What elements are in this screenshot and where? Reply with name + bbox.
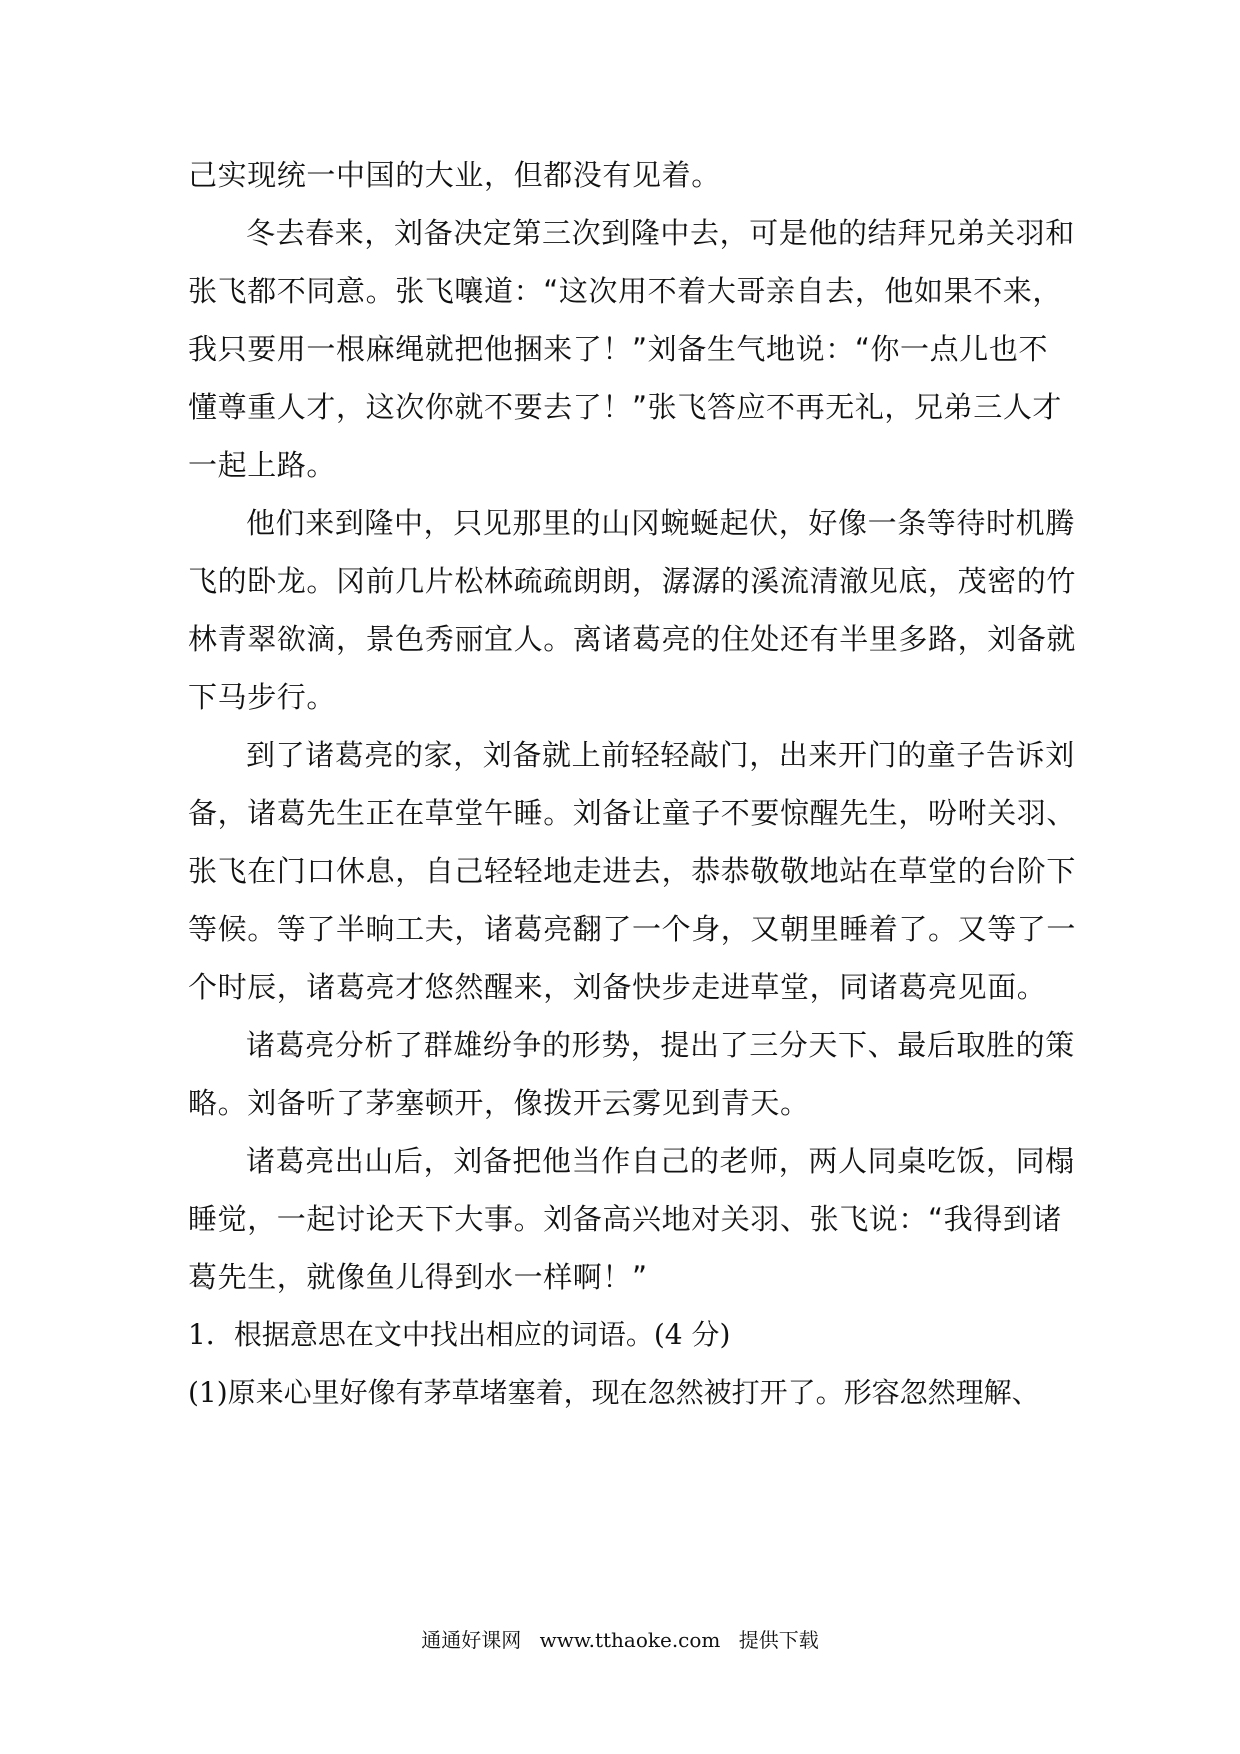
paragraph-2-line-2: 飞的卧龙。冈前几片松林疏疏朗朗，潺潺的溪流清澈见底，茂密的竹 [188,564,1077,598]
paragraph-2-line-4: 下马步行。 [188,680,337,714]
paragraph-4-line-2: 略。刘备听了茅塞顿开，像拨开云雾见到青天。 [188,1086,810,1120]
paragraph-3-line-3: 张飞在门口休息，自己轻轻地走进去，恭恭敬敬地站在草堂的台阶下 [188,854,1077,888]
footer-suffix: 提供下载 [738,1628,819,1652]
paragraph-1-line-1: 冬去春来，刘备决定第三次到隆中去，可是他的结拜兄弟关羽和 [246,216,1075,250]
footer-site-name: 通通好课网 [421,1628,522,1652]
paragraph-3-line-2: 备，诸葛先生正在草堂午睡。刘备让童子不要惊醒先生，吩咐关羽、 [188,796,1077,830]
question-1-item-1: (1)原来心里好像有茅草堵塞着，现在忽然被打开了。形容忽然理解、 [188,1376,1040,1409]
paragraph-3-line-4: 等候。等了半晌工夫，诸葛亮翻了一个身，又朝里睡着了。又等了一 [188,912,1077,946]
paragraph-1-line-2: 张飞都不同意。张飞嚷道：“这次用不着大哥亲自去，他如果不来， [188,274,1063,308]
page-footer [0,1626,1240,1654]
paragraph-4-line-1: 诸葛亮分析了群雄纷争的形势，提出了三分天下、最后取胜的策 [246,1028,1075,1062]
paragraph-0-line-1: 己实现统一中国的大业，但都没有见着。 [188,158,721,192]
footer-url: www.tthaoke.com [539,1628,721,1652]
paragraph-5-line-2: 睡觉，一起讨论天下大事。刘备高兴地对关羽、张飞说：“我得到诸 [188,1202,1063,1236]
paragraph-3-line-1: 到了诸葛亮的家，刘备就上前轻轻敲门，出来开门的童子告诉刘 [246,738,1075,772]
paragraph-1-line-3: 我只要用一根麻绳就把他捆来了！”刘备生气地说：“你一点儿也不 [188,332,1049,366]
paragraph-5-line-1: 诸葛亮出山后，刘备把他当作自己的老师，两人同桌吃饭，同榻 [246,1144,1075,1178]
paragraph-2-line-3: 林青翠欲滴，景色秀丽宜人。离诸葛亮的住处还有半里多路，刘备就 [188,622,1077,656]
question-1: 1．根据意思在文中找出相应的词语。(4 分) [188,1318,731,1351]
paragraph-5-line-3: 葛先生，就像鱼儿得到水一样啊！” [188,1260,648,1294]
paragraph-1-line-4: 懂尊重人才，这次你就不要去了！”张飞答应不再无礼，兄弟三人才 [188,390,1063,424]
paragraph-2-line-1: 他们来到隆中，只见那里的山冈蜿蜒起伏，好像一条等待时机腾 [246,506,1075,540]
paragraph-1-line-5: 一起上路。 [188,448,337,482]
paragraph-3-line-5: 个时辰，诸葛亮才悠然醒来，刘备快步走进草堂，同诸葛亮见面。 [188,970,1047,1004]
